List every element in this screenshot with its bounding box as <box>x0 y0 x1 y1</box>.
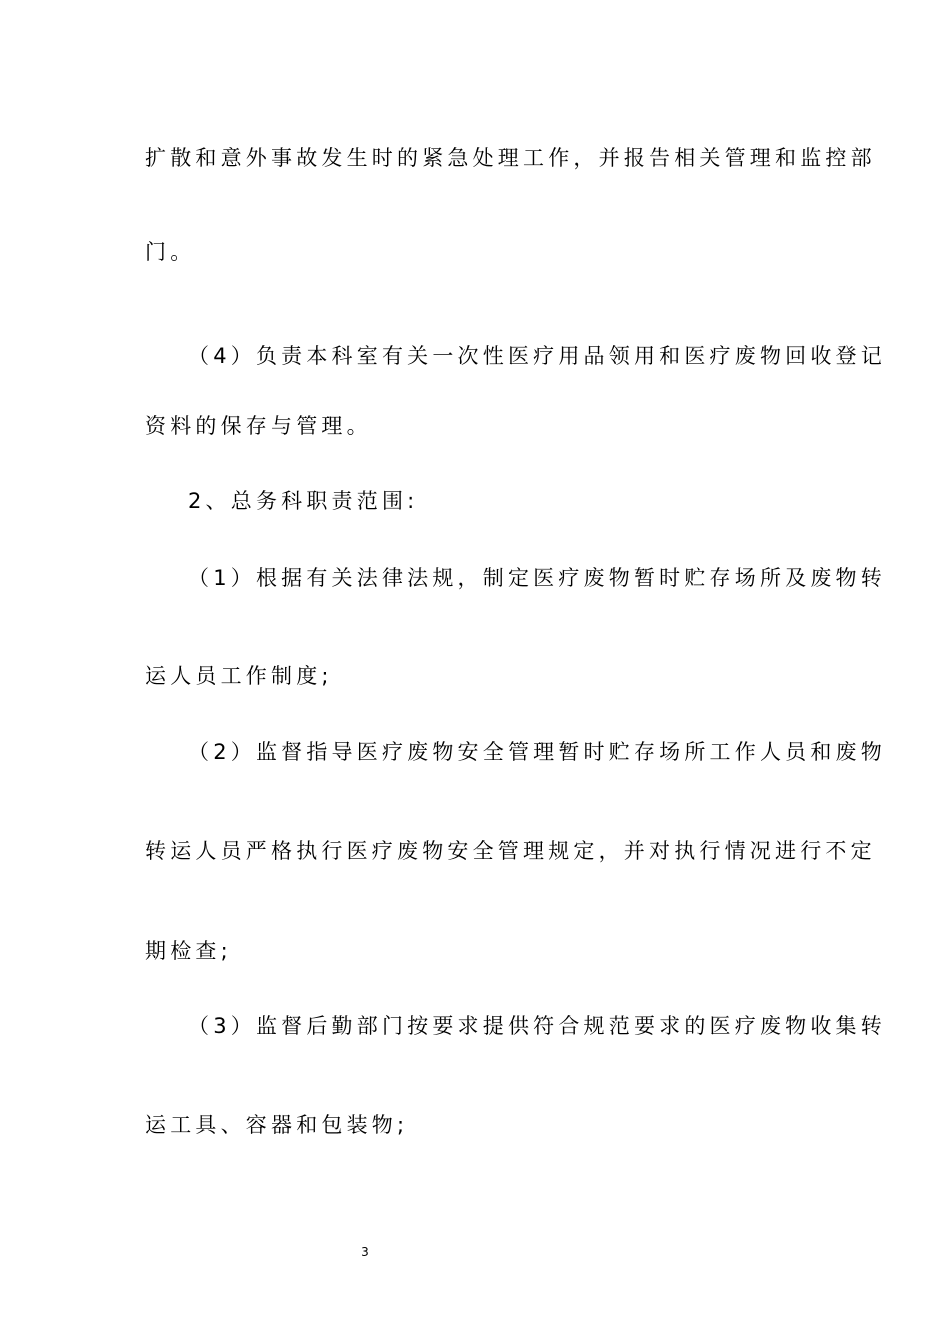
text-line-7: 运人员工作制度; <box>145 664 333 688</box>
text-line-1: 扩散和意外事故发生时的紧急处理工作，并报告相关管理和监控部 <box>145 146 876 170</box>
text-line-10: 期检查; <box>145 939 232 963</box>
text-line-3: （4）负责本科室有关一次性医疗用品领用和医疗废物回收登记 <box>188 344 886 368</box>
section-heading: 2、总务科职责范围: <box>188 489 419 513</box>
text-line-11: （3）监督后勤部门按要求提供符合规范要求的医疗废物收集转 <box>188 1014 886 1038</box>
text-line-6: （1）根据有关法律法规，制定医疗废物暂时贮存场所及废物转 <box>188 566 886 590</box>
text-line-8: （2）监督指导医疗废物安全管理暂时贮存场所工作人员和废物 <box>188 740 886 764</box>
text-line-4: 资料的保存与管理。 <box>145 414 372 438</box>
page-number: 3 <box>361 1245 369 1259</box>
text-line-2: 门。 <box>145 240 196 264</box>
text-line-12: 运工具、容器和包装物; <box>145 1113 409 1137</box>
text-line-9: 转运人员严格执行医疗废物安全管理规定，并对执行情况进行不定 <box>145 839 876 863</box>
